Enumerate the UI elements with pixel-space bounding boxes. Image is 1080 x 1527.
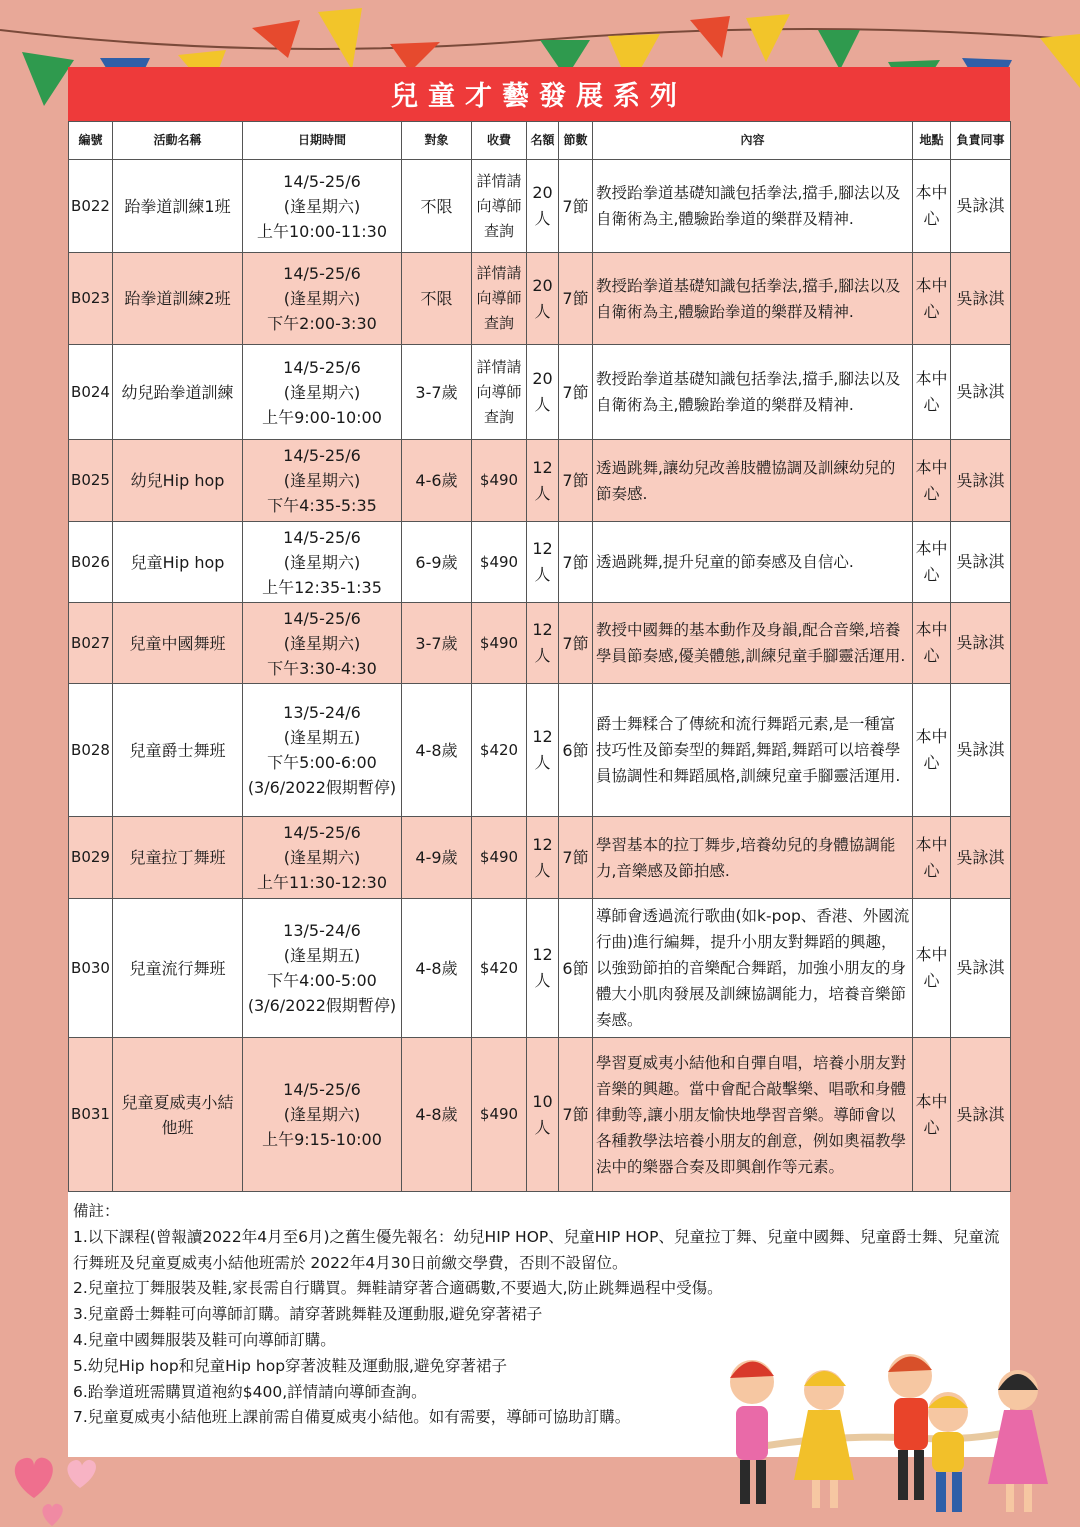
course-content-cell <box>593 440 913 522</box>
course-location-cell <box>913 522 951 603</box>
course-fee-cell <box>472 345 527 440</box>
course-table-body <box>69 160 1011 1192</box>
course-datetime-cell <box>243 684 402 817</box>
course-code-cell <box>69 817 113 899</box>
course-code: B030 <box>71 958 110 977</box>
course-datetime-cell <box>243 253 402 345</box>
course-datetime-cell <box>243 160 402 253</box>
course-fee-cell <box>472 1038 527 1192</box>
course-content: 教授跆拳道基礎知識包括拳法,擋手,腳法以及自衛術為主,體驗跆拳道的樂群及精神. <box>596 370 901 414</box>
course-quota: 12人 <box>532 727 553 772</box>
note-item: 6.跆拳道班需購買道袍約$400,詳情請向導師查詢。 <box>73 1382 427 1401</box>
course-location-cell <box>913 160 951 253</box>
course-staff-cell <box>951 1038 1011 1192</box>
course-time: 上午12:35-1:35 <box>262 577 382 597</box>
course-quota: 12人 <box>532 539 553 584</box>
course-fee: 詳情請向導師查詢 <box>476 171 522 240</box>
course-quota-cell <box>527 160 559 253</box>
course-day: (逢星期六) <box>283 196 361 216</box>
course-content: 導師會透過流行歌曲(如k-pop、香港、外國流行曲)進行編舞，提升小朋友對舞蹈的興趣，以強勁節拍的音樂配合舞蹈，加強小朋友的身體大小肌肉發展及訓練協調能力，培養音樂節奏感。 <box>596 907 910 1029</box>
course-quota-cell <box>527 345 559 440</box>
course-sessions-cell <box>559 160 593 253</box>
course-target: 不限 <box>420 289 453 308</box>
course-location: 本中心 <box>915 457 948 503</box>
course-code: B022 <box>71 196 110 215</box>
course-time: 上午9:00-10:00 <box>262 407 382 427</box>
course-time: 上午9:15-10:00 <box>262 1130 382 1149</box>
notes-heading: 備註： <box>73 1202 120 1220</box>
course-name-cell <box>113 899 243 1038</box>
course-code: B025 <box>71 471 110 489</box>
course-target: 4-6歲 <box>415 471 458 490</box>
table-row <box>69 899 1011 1038</box>
note-item: 7.兒童夏威夷小結他班上課前需自備夏威夷小結他。如有需要，導師可協助訂購。 <box>73 1408 631 1427</box>
course-location-cell <box>913 684 951 817</box>
header-fee: 收費 <box>472 122 527 160</box>
course-name: 兒童爵士舞班 <box>129 740 226 760</box>
course-name: 跆拳道訓練1班 <box>124 196 231 216</box>
course-day: (逢星期六) <box>283 289 361 308</box>
course-code-cell <box>69 345 113 440</box>
course-staff: 吳詠淇 <box>956 633 1005 652</box>
course-time: 下午4:00-5:00 <box>267 971 377 990</box>
course-fee: 詳情請向導師查詢 <box>476 357 522 426</box>
course-target-cell <box>402 817 472 899</box>
course-name-cell <box>113 160 243 253</box>
course-sessions: 7節 <box>562 289 589 308</box>
course-content-cell <box>593 817 913 899</box>
course-name: 兒童流行舞班 <box>129 958 226 978</box>
course-date: 14/5-25/6 <box>283 264 361 283</box>
course-code-cell <box>69 1038 113 1192</box>
course-datetime-cell <box>243 1038 402 1192</box>
course-sessions: 7節 <box>562 633 589 653</box>
course-fee: $420 <box>479 740 519 759</box>
course-target: 不限 <box>420 196 453 216</box>
header-datetime: 日期時間 <box>243 122 402 160</box>
course-quota-cell <box>527 684 559 817</box>
course-location-cell <box>913 253 951 345</box>
course-quota: 12人 <box>532 945 553 990</box>
course-fee-cell <box>472 253 527 345</box>
course-target-cell <box>402 1038 472 1192</box>
course-code-cell <box>69 684 113 817</box>
course-sessions: 7節 <box>562 552 589 572</box>
course-day: (逢星期六) <box>283 552 361 572</box>
course-sessions-cell <box>559 817 593 899</box>
course-staff-cell <box>951 603 1011 684</box>
course-quota-cell <box>527 1038 559 1192</box>
course-location-cell <box>913 603 951 684</box>
course-table <box>68 121 1011 1192</box>
course-code-cell <box>69 253 113 345</box>
course-datetime-cell <box>243 522 402 603</box>
course-location-cell <box>913 345 951 440</box>
course-content-cell <box>593 160 913 253</box>
course-quota-cell <box>527 603 559 684</box>
course-sessions: 6節 <box>562 958 589 978</box>
course-target: 3-7歲 <box>415 633 458 653</box>
course-code: B028 <box>71 740 110 759</box>
course-code: B031 <box>71 1105 110 1123</box>
course-content-cell <box>593 1038 913 1192</box>
course-location-cell <box>913 1038 951 1192</box>
course-target-cell <box>402 522 472 603</box>
course-sessions-cell <box>559 1038 593 1192</box>
course-content: 教授跆拳道基礎知識包括拳法,擋手,腳法以及自衛術為主,體驗跆拳道的樂群及精神. <box>596 276 901 321</box>
course-name: 跆拳道訓練2班 <box>124 289 231 308</box>
course-sessions: 7節 <box>562 471 589 490</box>
course-staff-cell <box>951 684 1011 817</box>
course-staff-cell <box>951 345 1011 440</box>
header-staff: 負責同事 <box>951 122 1011 160</box>
course-day: (逢星期六) <box>283 1105 361 1124</box>
header-code: 編號 <box>69 122 113 160</box>
course-sessions: 7節 <box>562 196 589 216</box>
note-item: 3.兒童爵士舞鞋可向導師訂購。請穿著跳舞鞋及運動服,避免穿著裙子 <box>73 1305 543 1324</box>
course-note: (3/6/2022假期暫停) <box>247 778 397 797</box>
course-date: 14/5-25/6 <box>283 608 361 628</box>
course-location: 本中心 <box>915 727 948 772</box>
table-header-row <box>69 122 1011 160</box>
course-sessions-cell <box>559 899 593 1038</box>
course-content: 教授跆拳道基礎知識包括拳法,擋手,腳法以及自衛術為主,體驗跆拳道的樂群及精神. <box>596 184 901 228</box>
course-location: 本中心 <box>915 620 948 665</box>
header-name: 活動名稱 <box>113 122 243 160</box>
course-name-cell <box>113 603 243 684</box>
note-item: 1.以下課程(曾報讀2022年4月至6月)之舊生優先報名：幼兒HIP HOP、兒童HIP HOP、兒童拉丁舞、兒童中國舞、兒童爵士舞、兒童流行舞班及兒童夏威夷小結他班需於 2022年4月30日前繳交學費，否則不設留位。 <box>73 1227 1000 1272</box>
table-row <box>69 345 1011 440</box>
course-staff: 吳詠淇 <box>956 847 1005 867</box>
note-item: 5.幼兒Hip hop和兒童Hip hop穿著波鞋及運動服,避免穿著裙子 <box>73 1356 507 1375</box>
course-fee-cell <box>472 440 527 522</box>
course-name-cell <box>113 253 243 345</box>
course-content: 透過跳舞,讓幼兒改善肢體協調及訓練幼兒的節奏感. <box>596 458 896 503</box>
course-code-cell <box>69 522 113 603</box>
course-staff: 吳詠淇 <box>956 288 1005 308</box>
course-name-cell <box>113 440 243 522</box>
course-code: B023 <box>71 289 110 307</box>
course-location: 本中心 <box>915 183 948 228</box>
course-sessions-cell <box>559 522 593 603</box>
course-name: 兒童拉丁舞班 <box>129 848 226 867</box>
table-row <box>69 160 1011 253</box>
course-location: 本中心 <box>915 834 948 880</box>
course-location: 本中心 <box>915 1091 948 1137</box>
course-name-cell <box>113 522 243 603</box>
course-day: (逢星期六) <box>283 471 361 490</box>
course-name: 幼兒Hip hop <box>130 471 225 490</box>
course-code-cell <box>69 160 113 253</box>
course-code-cell <box>69 603 113 684</box>
course-staff-cell <box>951 899 1011 1038</box>
course-sessions-cell <box>559 345 593 440</box>
course-staff: 吳詠淇 <box>956 552 1005 571</box>
course-name: 幼兒跆拳道訓練 <box>121 382 234 402</box>
course-staff: 吳詠淇 <box>956 382 1005 401</box>
course-sessions: 6節 <box>562 740 589 760</box>
table-row <box>69 522 1011 603</box>
course-name: 兒童中國舞班 <box>129 633 226 653</box>
course-fee-cell <box>472 899 527 1038</box>
heart-shapes-decoration <box>0 1440 130 1527</box>
course-staff: 吳詠淇 <box>956 196 1005 215</box>
course-date: 14/5-25/6 <box>283 1080 361 1099</box>
course-location-cell <box>913 899 951 1038</box>
course-target: 4-8歲 <box>415 740 458 760</box>
course-day: (逢星期六) <box>283 382 361 402</box>
course-time: 下午4:35-5:35 <box>267 496 377 515</box>
header-location: 地點 <box>913 122 951 160</box>
course-sessions: 7節 <box>562 1105 589 1124</box>
course-code-cell <box>69 899 113 1038</box>
course-staff-cell <box>951 522 1011 603</box>
course-content: 教授中國舞的基本動作及身韻,配合音樂,培養學員節奏感,優美體態,訓練兒童手腳靈活運用. <box>596 621 906 665</box>
course-staff-cell <box>951 160 1011 253</box>
course-sessions: 7節 <box>562 382 589 402</box>
course-target-cell <box>402 899 472 1038</box>
course-code-cell <box>69 440 113 522</box>
course-quota-cell <box>527 817 559 899</box>
course-name-cell <box>113 1038 243 1192</box>
header-sessions: 節數 <box>559 122 593 160</box>
course-target: 4-9歲 <box>415 848 458 867</box>
course-target-cell <box>402 440 472 522</box>
course-content-cell <box>593 684 913 817</box>
course-fee: 詳情請向導師查詢 <box>476 264 522 332</box>
course-date: 14/5-25/6 <box>283 171 361 191</box>
course-fee: $420 <box>479 958 519 977</box>
course-day: (逢星期六) <box>283 633 361 653</box>
course-fee: $490 <box>479 552 519 571</box>
course-sessions-cell <box>559 253 593 345</box>
course-time: 下午5:00-6:00 <box>267 753 377 772</box>
course-time: 下午2:00-3:30 <box>267 314 377 333</box>
course-content-cell <box>593 899 913 1038</box>
course-datetime-cell <box>243 440 402 522</box>
course-content-cell <box>593 522 913 603</box>
course-fee: $490 <box>479 848 519 866</box>
course-fee-cell <box>472 817 527 899</box>
course-quota: 20人 <box>532 369 553 414</box>
table-row <box>69 817 1011 899</box>
course-fee: $490 <box>479 1105 519 1123</box>
course-code: B027 <box>71 633 110 652</box>
table-row <box>69 684 1011 817</box>
course-staff: 吳詠淇 <box>956 958 1005 977</box>
course-day: (逢星期五) <box>283 946 361 965</box>
course-code: B029 <box>71 848 110 866</box>
course-content-cell <box>593 253 913 345</box>
course-staff: 吳詠淇 <box>956 740 1005 759</box>
course-name: 兒童夏威夷小結他班 <box>121 1092 234 1137</box>
page-title: 兒童才藝發展系列 <box>68 67 1010 123</box>
course-content: 學習夏威夷小結他和自彈自唱，培養小朋友對音樂的興趣。當中會配合敲擊樂、唱歌和身體律動等,讓小朋友愉快地學習音樂。導師會以各種教學法培養小朋友的創意，例如奧福教學法中的樂器合奏及即興創作等元素。 <box>596 1053 907 1176</box>
course-datetime-cell <box>243 345 402 440</box>
course-sessions: 7節 <box>562 848 589 867</box>
course-content-cell <box>593 603 913 684</box>
course-fee: $490 <box>479 633 519 652</box>
header-content: 內容 <box>593 122 913 160</box>
course-date: 14/5-25/6 <box>283 823 361 842</box>
course-date: 14/5-25/6 <box>283 357 361 377</box>
course-sessions-cell <box>559 440 593 522</box>
course-target-cell <box>402 684 472 817</box>
course-staff: 吳詠淇 <box>956 470 1005 490</box>
course-sessions-cell <box>559 684 593 817</box>
course-target-cell <box>402 253 472 345</box>
course-target: 6-9歲 <box>415 552 458 572</box>
course-code: B024 <box>71 382 110 401</box>
course-time: 上午11:30-12:30 <box>257 873 387 892</box>
course-date: 13/5-24/6 <box>283 703 361 722</box>
course-content: 學習基本的拉丁舞步,培養幼兒的身體協調能力,音樂感及節拍感. <box>596 835 896 880</box>
course-content: 透過跳舞,提升兒童的節奏感及自信心. <box>596 553 854 571</box>
course-name-cell <box>113 345 243 440</box>
table-row <box>69 603 1011 684</box>
course-target: 4-8歲 <box>415 958 458 978</box>
course-quota-cell <box>527 899 559 1038</box>
course-fee-cell <box>472 684 527 817</box>
course-day: (逢星期五) <box>283 728 361 747</box>
course-fee: $490 <box>479 471 519 489</box>
course-location: 本中心 <box>915 945 948 990</box>
course-fee-cell <box>472 603 527 684</box>
course-day: (逢星期六) <box>283 848 361 867</box>
course-staff-cell <box>951 253 1011 345</box>
course-datetime-cell <box>243 899 402 1038</box>
course-quota: 12人 <box>532 834 553 880</box>
dancing-children-illustration <box>712 1338 1072 1523</box>
course-content-cell <box>593 345 913 440</box>
course-datetime-cell <box>243 603 402 684</box>
table-row <box>69 1038 1011 1192</box>
course-date: 14/5-25/6 <box>283 527 361 547</box>
course-quota: 20人 <box>532 275 553 321</box>
course-date: 14/5-25/6 <box>283 446 361 465</box>
course-datetime-cell <box>243 817 402 899</box>
header-target: 對象 <box>402 122 472 160</box>
course-target-cell <box>402 160 472 253</box>
header-quota: 名額 <box>527 122 559 160</box>
course-time: 上午10:00-11:30 <box>257 221 387 241</box>
course-staff-cell <box>951 817 1011 899</box>
course-name: 兒童Hip hop <box>130 552 225 572</box>
course-staff: 吳詠淇 <box>956 1104 1005 1124</box>
course-fee-cell <box>472 160 527 253</box>
course-content: 爵士舞糅合了傳統和流行舞蹈元素,是一種富技巧性及節奏型的舞蹈,舞蹈,舞蹈可以培養學員協調性和舞蹈風格,訓練兒童手腳靈活運用. <box>596 715 901 785</box>
course-quota-cell <box>527 253 559 345</box>
course-target: 4-8歲 <box>415 1105 458 1124</box>
course-location: 本中心 <box>915 275 948 321</box>
course-quota-cell <box>527 522 559 603</box>
course-quota: 10人 <box>532 1091 553 1137</box>
course-name-cell <box>113 684 243 817</box>
course-name-cell <box>113 817 243 899</box>
course-location: 本中心 <box>915 539 948 584</box>
course-quota: 12人 <box>532 457 553 503</box>
course-quota-cell <box>527 440 559 522</box>
course-target-cell <box>402 345 472 440</box>
table-row <box>69 253 1011 345</box>
course-sessions-cell <box>559 603 593 684</box>
note-item: 4.兒童中國舞服裝及鞋可向導師訂購。 <box>73 1330 336 1349</box>
course-quota: 20人 <box>532 183 553 228</box>
course-code: B026 <box>71 552 110 571</box>
course-location-cell <box>913 440 951 522</box>
table-row <box>69 440 1011 522</box>
course-target-cell <box>402 603 472 684</box>
course-staff-cell <box>951 440 1011 522</box>
course-quota: 12人 <box>532 620 553 665</box>
course-date: 13/5-24/6 <box>283 921 361 940</box>
course-time: 下午3:30-4:30 <box>267 658 377 678</box>
course-note: (3/6/2022假期暫停) <box>247 996 397 1015</box>
note-item: 2.兒童拉丁舞服裝及鞋,家長需自行購買。舞鞋請穿著合適碼數,不要過大,防止跳舞過程中受傷。 <box>73 1279 723 1298</box>
course-fee-cell <box>472 522 527 603</box>
course-location: 本中心 <box>915 369 948 414</box>
course-target: 3-7歲 <box>415 382 458 402</box>
course-location-cell <box>913 817 951 899</box>
